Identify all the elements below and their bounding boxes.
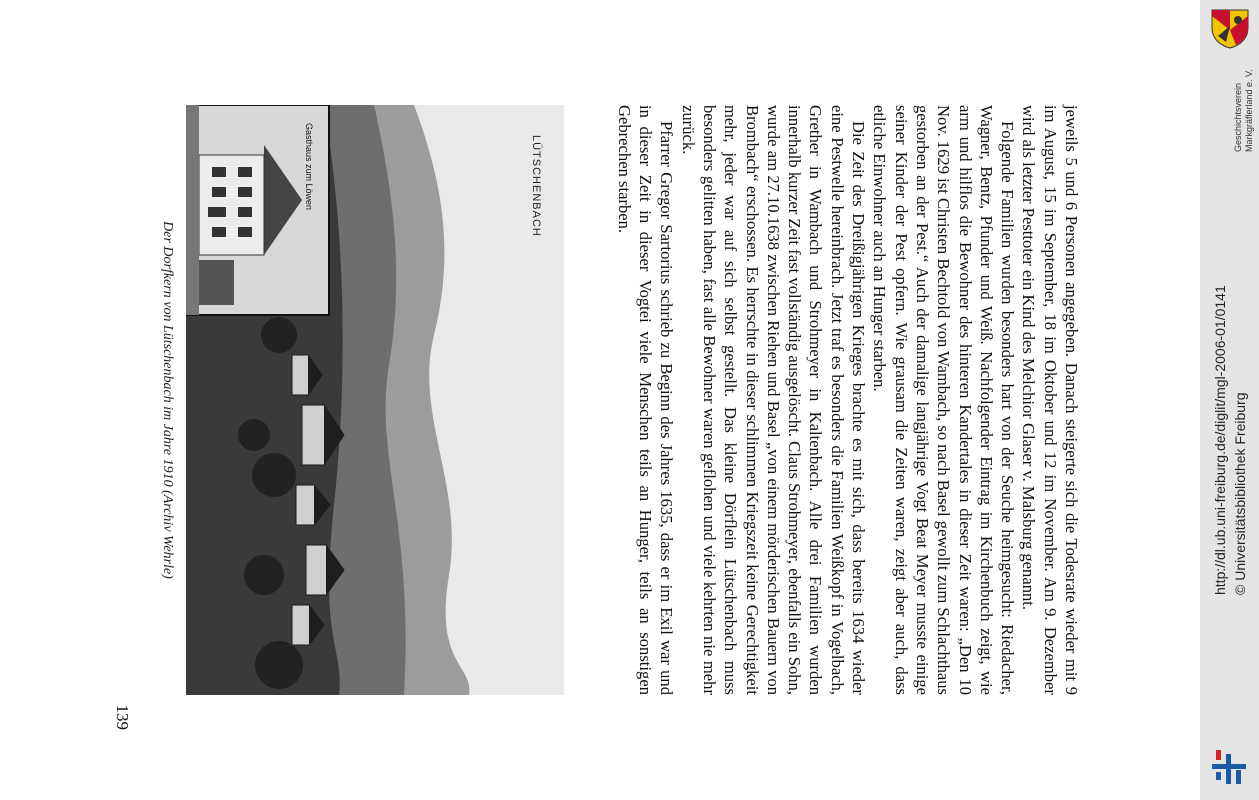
page-number: 139 (113, 704, 132, 730)
paragraph: Folgende Familien wurden besonders hart von der Seuche heimgesucht: Riedacher, Wagner, Bentz, Pfunder und Weiß. Nachfolgender Eintrag im Kirchenbuch zeigt, wie arm und hilflos die Bewohner des hinteren Kandertales in dieser Zeit waren: „Den 10 Nov. 1629 ist Christen Bechtold von Wambach, so nach Basel gewollt zum Schlachthaus gestorben an der Pest.“ Auch der damalige langjährige Vogt Beat Meyer musste einige seiner Kinder der Pest opfern. Wie grausam die Zeiten waren, zeigt aber auch, dass etliche Einwohner auch an Hunger starben. (870, 105, 1018, 695)
place-label: LÜTSCHENBACH (530, 135, 542, 237)
copyright-text: © Universitätsbibliothek Freiburg (1232, 392, 1248, 595)
digital-library-logo-icon (1212, 748, 1246, 788)
source-url-link[interactable]: http://dl.ub.uni-freiburg.de/diglit/mgl-2006-01/0141 (1212, 285, 1228, 595)
paragraph: jeweils 5 und 6 Personen angegeben. Danach steigerte sich die Todesrate wieder mit 9 im August, 15 im September, 18 im Oktober und 12 im November. Am 9. Dezember wird als letzter Pesttoter ein Kind des Melchior Glaser v. Malsburg genannt. (1019, 105, 1081, 695)
viewer-sidebar (1200, 0, 1259, 800)
inset-label: Gasthaus zum Löwen (304, 123, 314, 211)
sidebar-rotated-content (1200, 0, 1259, 800)
org-name-line2: Markgräflerland e. V. (1244, 69, 1254, 152)
paragraph: Die Zeit des Dreißigjährigen Krieges brachte es mit sich, dass bereits 1634 wieder eine Pestwelle hereinbrach. Jetzt traf es besonders die Familien Weißkopf in Vogelbach, Grether in Wambach und Strohmeyer in Kaltenbach. Alle drei Familien wurden innerhalb kurzer Zeit fast vollständig ausgelöscht. Claus Strohmeyer, ebenfalls ein Sohn, wurde am 27.10.1638 zwischen Riehen und Basel „von einem mörderischen Bauern von Brombach“ erschossen. Es herrschte in dieser schlimmen Kriegszeit keine Gerechtigkeit mehr, jeder war auf sich selbst gestellt. Das kleine Dörflein Lütschenbach muss besonders gelitten haben, fast alle Bewohner waren geflohen und viele kehrten nie mehr zurück. (678, 105, 869, 695)
figure-caption: Der Dorfkern von Lütschenbach im Jahre 1910 (Archiv Wehrle) (160, 221, 175, 579)
paragraph: Pfarrer Gregor Sartorius schrieb zu Beginn des Jahres 1635, dass er im Exil war und in dieser Zeit in dieser Vogtei viele Menschen teils an Hunger, teils an sonstigen Gebrechen starben. (614, 105, 677, 695)
crest-icon (1208, 6, 1252, 50)
org-name-line1: Geschichtsverein (1233, 82, 1243, 152)
historic-photo (186, 105, 564, 695)
body-text (613, 105, 1082, 695)
